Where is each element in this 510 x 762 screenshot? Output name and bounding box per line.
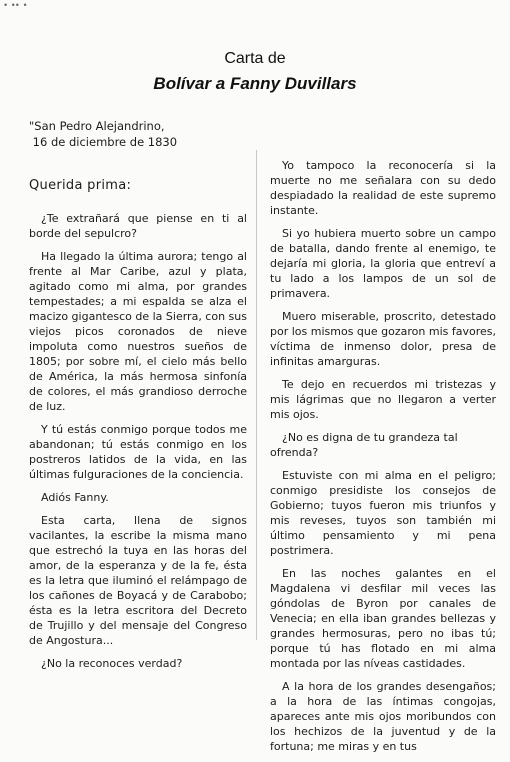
paragraph: ¿No la reconoces verdad? — [41, 657, 183, 670]
paragraph: Yo tampoco la reconocería si la muerte no me señalara con su dedo despiadado la realidad de este supremo instante. — [270, 159, 496, 217]
paragraph: A la hora de los grandes desengaños; a la hora de las íntimas congojas, apareces ante mis ojos moribundos con los hechizos de la juventud y de la fortuna; me miras y en tus — [270, 680, 496, 753]
document-title: Carta de — [224, 50, 286, 67]
right-column — [270, 158, 496, 762]
paragraph: Esta carta, llena de signos vacilantes, la escribe la misma mano que estrechó la tuya en las horas del amor, de la esperanza y de la fe, ésta es la letra que iluminó el relámpago de los cañones de Boyacá y de Carabobo; ésta es la letra escritora del Decreto de Trujillo y del mensaje del Congreso de Angostura... — [29, 514, 247, 647]
paragraph: ¿No es digna de tu grandeza tal ofrenda? — [270, 431, 458, 459]
paragraph: Y tú estás conmigo porque todos me abandonan; tú estás conmigo en los postreros latidos de la vida, en las últimas fulguraciones de la conciencia. — [29, 423, 247, 481]
paragraph: Muero miserable, proscrito, detestado por los mismos que gozaron mis favores, víctima de inmenso dolor, presa de infinitas amarguras. — [270, 310, 496, 368]
salutation: Querida prima: — [29, 178, 132, 193]
document-subtitle: Bolívar a Fanny Duvillars — [153, 74, 357, 93]
top-scan-mark: • •• • — [4, 0, 28, 10]
paragraph: Estuviste con mi alma en el peligro; conmigo presidiste los consejos de Gobierno; tuyos fueron mis triunfos y mis reveses, tuyos son también mi último pensamiento y mi pena postrimera. — [270, 469, 496, 557]
left-column — [29, 150, 247, 679]
paragraph: En las noches galantes en el Magdalena vi desfilar mil veces las góndolas de Byron por canales de Venecia; en ella iban grandes bellezas y grandes hermosuras, pero no ibas tú; porque tú has flotado en mi alma montada por las níveas castidades. — [270, 567, 496, 670]
paragraph: Si yo hubiera muerto sobre un campo de batalla, dando frente al enemigo, te dejaría mi gloria, la gloria que entreví a tu lado a los lampos de un sol de primavera. — [270, 227, 496, 300]
paragraph: ¿Te extrañará que piense en ti al borde del sepulcro? — [29, 212, 247, 240]
column-divider — [256, 150, 257, 640]
paragraph: Ha llegado la última aurora; tengo al frente al Mar Caribe, azul y plata, agitado como mi alma, por grandes tempestades; a mi espalda se alza el macizo gigantesco de la Sierra, con sus viejos picos coronados de nieve impoluta como nuestros sueños de 1805; por sobre mí, el cielo más bello de América, la más hermosa sinfonía de colores, el más grandioso derroche de luz. — [29, 250, 247, 413]
paragraph: Te dejo en recuerdos mi tristezas y mis lágrimas que no llegaron a verter mis ojos. — [270, 378, 496, 421]
paragraph: Adiós Fanny. — [41, 491, 109, 504]
dateline: "San Pedro Alejandrino, 16 de diciembre de 1830 — [29, 119, 178, 149]
